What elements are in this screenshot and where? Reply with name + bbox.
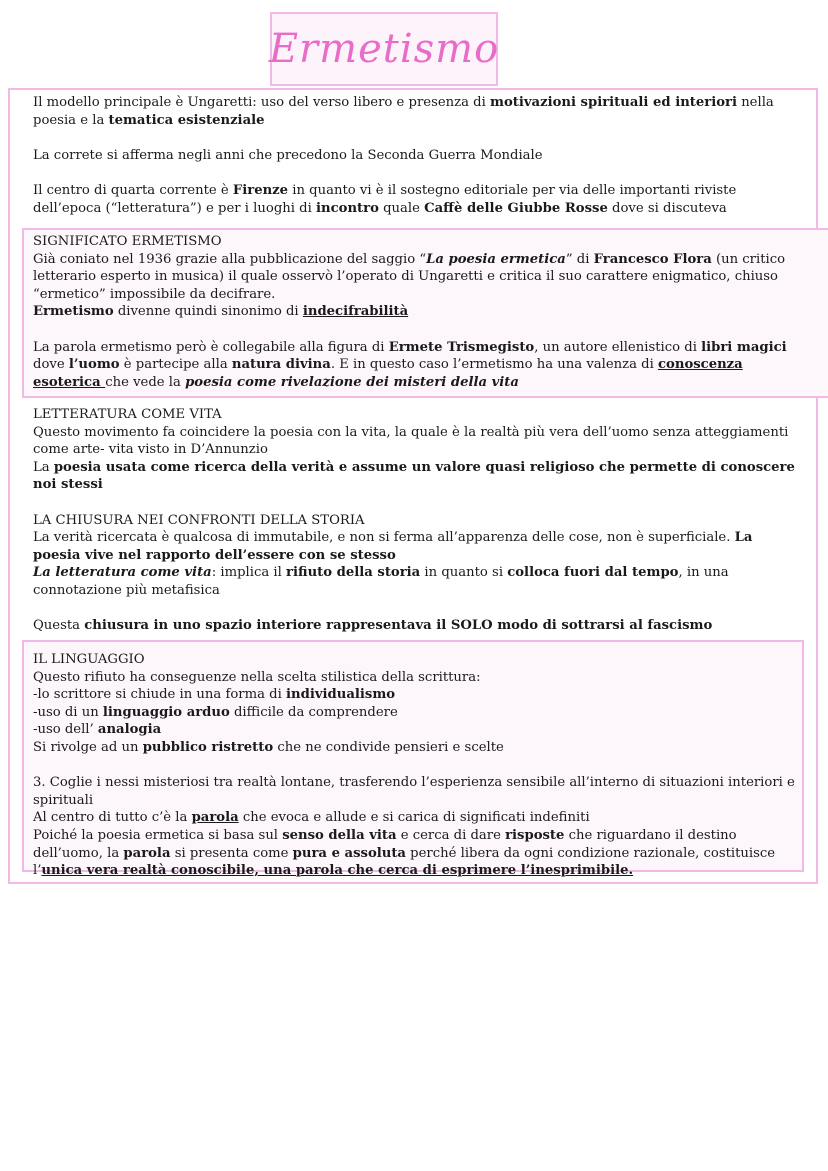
chiusura-paragraph-3: Questa chiusura in uno spazio interiore rappresentava il SOLO modo di sottrarsi al fascismo	[33, 618, 713, 634]
section-heading: LETTERATURA COME VITA	[33, 407, 222, 422]
linguaggio-paragraph-1: Questo rifiuto ha conseguenze nella scelta stilistica della scrittura:	[33, 669, 481, 685]
title-box	[270, 12, 498, 86]
intro-paragraph-1: Il modello principale è Ungaretti: uso del verso libero e presenza di motivazioni spirituali ed interiori nella poesia e la tematica esistenziale	[33, 95, 774, 128]
list-item: -uso dell’ analogia	[33, 722, 162, 738]
linguaggio-paragraph-3: 3. Coglie i nessi misteriosi tra realtà lontane, trasferendo l’esperienza sensibile all’interno di situazioni interiori e spirituali	[33, 775, 795, 808]
intro-section	[33, 94, 803, 217]
page-title: Ermetismo	[268, 26, 500, 72]
chiusura-paragraph-2: La letteratura come vita: implica il rifiuto della storia in quanto si colloca fuori dal tempo, in una connotazione più metafisica	[33, 565, 729, 598]
significato-paragraph-2: Ermetismo divenne quindi sinonimo di indecifrabilità	[33, 304, 409, 320]
significato-paragraph-3: La parola ermetismo però è collegabile alla figura di Ermete Trismegisto, un autore ellenistico di libri magici dove l’uomo è partecipe alla natura divina. E in questo caso l’ermetismo ha una valenza di conoscenza esoterica che vede la poesia come rivelazione dei misteri della vita	[33, 339, 787, 390]
significato-paragraph-1: Già coniato nel 1936 grazie alla pubblicazione del saggio “La poesia ermetica” di Francesco Flora (un critico letterario esperto in musica) il quale osservò l’operato di Ungaretti e critica il suo carattere enigmatico, chiuso “ermetico” impossibile da decifrare.	[33, 251, 786, 302]
linguaggio-paragraph-4: Al centro di tutto c’è la parola che evoca e allude e si carica di significati indefiniti	[33, 810, 590, 826]
linguaggio-section	[33, 651, 803, 880]
list-item: -uso di un linguaggio arduo difficile da comprendere	[33, 704, 398, 720]
letteratura-paragraph-1: Questo movimento fa coincidere la poesia con la vita, la quale è la realtà più vera dell’uomo senza atteggiamenti come arte- vita visto in D’Annunzio	[33, 424, 789, 458]
intro-paragraph-3: Il centro di quarta corrente è Firenze in quanto vi è il sostegno editoriale per via delle importanti riviste dell’epoca (“letteratura”) e per i luoghi di incontro quale Caffè delle Giubbe Rosse dove si discuteva	[33, 182, 737, 216]
section-heading: SIGNIFICATO ERMETISMO	[33, 234, 222, 249]
section-heading: IL LINGUAGGIO	[33, 652, 145, 667]
intro-paragraph-2: La correte si afferma negli anni che precedono la Seconda Guerra Mondiale	[33, 147, 543, 163]
linguaggio-paragraph-5: Poiché la poesia ermetica si basa sul senso della vita e cerca di dare risposte che riguardano il destino dell’uomo, la parola si presenta come pura e assoluta perché libera da ogni condizione razionale, costituisce l’unica vera realtà conoscibile, una parola che cerca di esprimere l’inesprimibile.	[33, 827, 776, 879]
list-item: -lo scrittore si chiude in una forma di individualismo	[33, 687, 396, 703]
significato-section	[33, 233, 803, 391]
letteratura-section	[33, 406, 803, 635]
section-heading: LA CHIUSURA NEI CONFRONTI DELLA STORIA	[33, 512, 365, 528]
chiusura-paragraph-1: La verità ricercata è qualcosa di immutabile, e non si ferma all’apparenza delle cose, non è superficiale. La poesia vive nel rapporto dell’essere con se stesso	[33, 530, 753, 563]
linguaggio-paragraph-2: Si rivolge ad un pubblico ristretto che ne condivide pensieri e scelte	[33, 739, 504, 755]
letteratura-paragraph-2: La poesia usata come ricerca della verità e assume un valore quasi religioso che permette di conoscere noi stessi	[33, 459, 795, 493]
